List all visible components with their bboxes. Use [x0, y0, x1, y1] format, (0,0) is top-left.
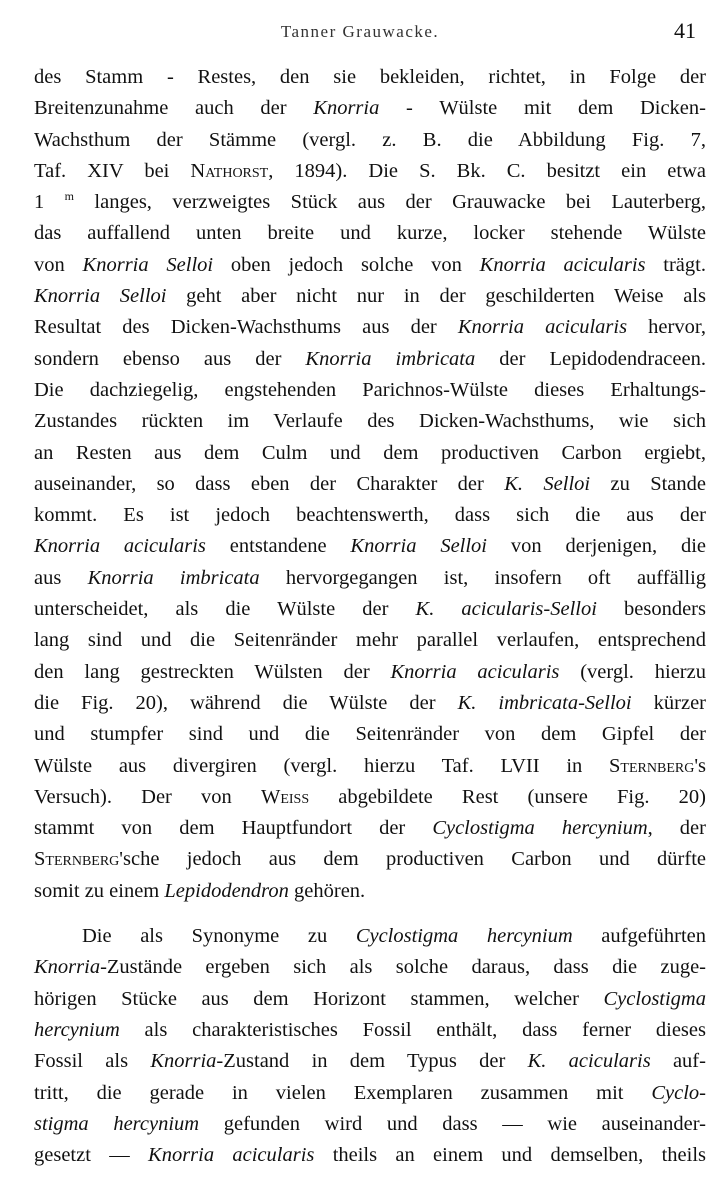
text-run: das auffallend unten breite und kurze, locker stehende Wülste — [34, 222, 706, 245]
text-run: tritt, die gerade in vielen Exemplaren zusammen mit — [34, 1081, 652, 1104]
text-run: geht aber nicht nur in der geschilderten Weise als — [166, 285, 706, 308]
text-run: Breitenzunahme auch der — [34, 97, 314, 120]
text-run: gesetzt — — [34, 1144, 149, 1167]
text-run: von — [34, 253, 83, 276]
text-run: kommt. Es ist jedoch beachtenswerth, dass sich die aus der — [34, 504, 706, 527]
text-run: -Zustände ergeben sich als solche daraus, dass die zuge- — [100, 956, 706, 979]
italic-text: Knorria Selloi — [34, 285, 167, 308]
text-line — [34, 406, 706, 437]
text-run: Die als Synonyme zu — [82, 925, 356, 948]
text-run: des Stamm - Restes, den sie bekleiden, richtet, in Folge der — [34, 66, 706, 88]
text-line — [34, 594, 706, 625]
italic-text: Cyclostigma hercynium — [432, 817, 648, 840]
body-text — [34, 62, 706, 1171]
text-run: 's — [694, 754, 706, 777]
text-line — [34, 813, 706, 844]
text-line — [34, 125, 706, 156]
text-run: den lang gestreckten Wülsten der — [34, 660, 391, 683]
text-line — [34, 657, 706, 688]
italic-text: Knorria acicularis — [457, 316, 628, 339]
italic-text: hercynium — [34, 1018, 120, 1041]
text-run: oben jedoch solche von — [213, 253, 480, 276]
italic-text: Cyclostigma — [603, 987, 706, 1010]
text-run: auf- — [650, 1050, 706, 1073]
text-line — [34, 782, 706, 813]
text-line — [34, 1109, 706, 1140]
text-run: die Fig. 20), während die Wülste der — [34, 691, 458, 714]
text-run: Versuch). Der von — [34, 785, 261, 808]
text-line — [34, 921, 706, 952]
text-run: Wachsthum der Stämme (vergl. z. B. die Abbildung Fig. 7, — [34, 128, 706, 151]
italic-text: Cyclostigma hercynium — [355, 925, 573, 948]
italic-text: K. acicularis-Selloi — [415, 598, 597, 621]
text-run: 1 — [34, 191, 65, 214]
text-line — [34, 688, 706, 719]
italic-text: Knorria acicularis — [148, 1144, 315, 1167]
text-run: Die dachziegelig, engstehenden Parichnos-Wülste dieses Erhaltungs- — [34, 378, 706, 401]
text-run: Taf. XIV bei — [34, 159, 191, 182]
text-line — [34, 438, 706, 469]
text-line — [34, 751, 706, 782]
italic-text: stigma hercynium — [34, 1112, 200, 1135]
author-name: Weiss — [260, 785, 310, 808]
text-run: trägt. — [645, 253, 706, 276]
text-line — [34, 563, 706, 594]
text-line — [34, 281, 706, 312]
text-run: theils an einem und demselben, theils — [314, 1144, 706, 1167]
text-line — [34, 1015, 706, 1046]
text-run: Wülste aus divergiren (vergl. hierzu Taf. LVII in — [34, 754, 610, 777]
text-run: zu Stande — [590, 472, 706, 495]
text-line — [34, 218, 706, 249]
text-line — [34, 984, 706, 1015]
text-run: an Resten aus dem Culm und dem productiven Carbon ergiebt, — [34, 441, 706, 464]
paragraph — [34, 62, 706, 907]
text-run: , 1894). Die S. Bk. C. besitzt ein etwa — [268, 159, 706, 182]
text-line — [34, 531, 706, 562]
text-line — [34, 469, 706, 500]
text-run: hörigen Stücke aus dem Horizont stammen, welcher — [34, 987, 604, 1010]
text-run: kürzer — [631, 691, 706, 714]
text-run: als charakteristisches Fossil enthält, dass ferner dieses — [119, 1018, 706, 1041]
text-run: besonders — [596, 598, 706, 621]
text-run: langes, verzweigtes Stück aus der Grauwacke bei Lauterberg, — [74, 191, 707, 214]
text-run: hervor, — [627, 316, 706, 339]
italic-text: Knorria — [34, 956, 101, 979]
author-name: Sternberg — [609, 754, 695, 777]
text-run: und stumpfer sind und die Seitenränder von dem Gipfel der — [34, 723, 706, 746]
text-run: von derjenigen, die — [487, 535, 707, 558]
text-run: somit zu einem — [34, 879, 165, 902]
italic-text: Knorria imbricata — [305, 347, 476, 370]
italic-text: Knorria — [313, 97, 380, 120]
paragraph-gap — [34, 907, 706, 921]
page-number: 41 — [674, 18, 696, 43]
text-run: der Lepidodendraceen. — [475, 347, 706, 370]
text-line — [34, 93, 706, 124]
text-run: gefunden wird und dass — wie auseinander- — [199, 1112, 706, 1135]
text-line — [34, 344, 706, 375]
text-line — [34, 250, 706, 281]
text-line — [34, 500, 706, 531]
text-run: aufgeführten — [572, 925, 706, 948]
author-name: Nathorst — [190, 159, 269, 182]
text-line — [34, 952, 706, 983]
text-run: unterscheidet, als die Wülste der — [34, 598, 416, 621]
text-line — [34, 375, 706, 406]
text-run: 'sche jedoch aus dem productiven Carbon und dürfte — [119, 848, 706, 871]
text-line — [34, 187, 706, 218]
text-run: (vergl. hierzu — [559, 660, 706, 683]
italic-text: Cyclo- — [651, 1081, 706, 1104]
italic-text: Knorria Selloi — [82, 253, 214, 276]
text-line — [34, 719, 706, 750]
text-line — [34, 844, 706, 875]
paragraph — [34, 921, 706, 1171]
text-run: - Wülste mit dem Dicken- — [379, 97, 706, 120]
text-run: auseinander, so dass eben der Charakter der — [34, 472, 505, 495]
italic-text: K. Selloi — [504, 472, 591, 495]
text-run: sondern ebenso aus der — [34, 347, 306, 370]
italic-text: Knorria acicularis — [34, 535, 206, 558]
text-run: Fossil als — [34, 1050, 151, 1073]
text-run: , der — [647, 817, 706, 840]
text-line — [34, 156, 706, 187]
author-name: Sternberg — [34, 848, 120, 871]
text-run: entstandene — [205, 535, 351, 558]
italic-text: Knorria imbricata — [87, 566, 260, 589]
text-run: -Zustand in dem Typus der — [216, 1050, 528, 1073]
italic-text: K. acicularis — [527, 1050, 651, 1073]
text-line — [34, 1046, 706, 1077]
text-run: hervorgegangen ist, insofern oft auffällig — [259, 566, 707, 589]
text-run: Resultat des Dicken-Wachsthums aus der — [34, 316, 458, 339]
italic-text: Lepidodendron — [164, 879, 289, 902]
italic-text: K. imbricata-Selloi — [457, 691, 632, 714]
text-run: gehören. — [288, 879, 366, 902]
superscript: m — [64, 189, 75, 204]
running-title: Tanner Grauwacke. — [280, 22, 440, 41]
running-header — [0, 18, 720, 48]
text-run: stammt von dem Hauptfundort der — [34, 817, 433, 840]
italic-text: Knorria — [150, 1050, 217, 1073]
italic-text: Knorria acicularis — [390, 660, 560, 683]
text-run: aus — [34, 566, 88, 589]
text-line — [34, 1140, 706, 1171]
italic-text: Knorria Selloi — [350, 535, 488, 558]
text-line — [34, 625, 706, 656]
text-line — [34, 1078, 706, 1109]
text-line — [34, 876, 706, 907]
text-line — [34, 62, 706, 93]
italic-text: Knorria acicularis — [479, 253, 646, 276]
text-run: Zustandes rückten im Verlaufe des Dicken-Wachsthums, wie sich — [34, 410, 706, 433]
text-line — [34, 312, 706, 343]
text-run: abgebildete Rest (unsere Fig. 20) — [309, 785, 706, 808]
text-run: lang sind und die Seitenränder mehr parallel verlaufen, entsprechend — [34, 629, 706, 652]
